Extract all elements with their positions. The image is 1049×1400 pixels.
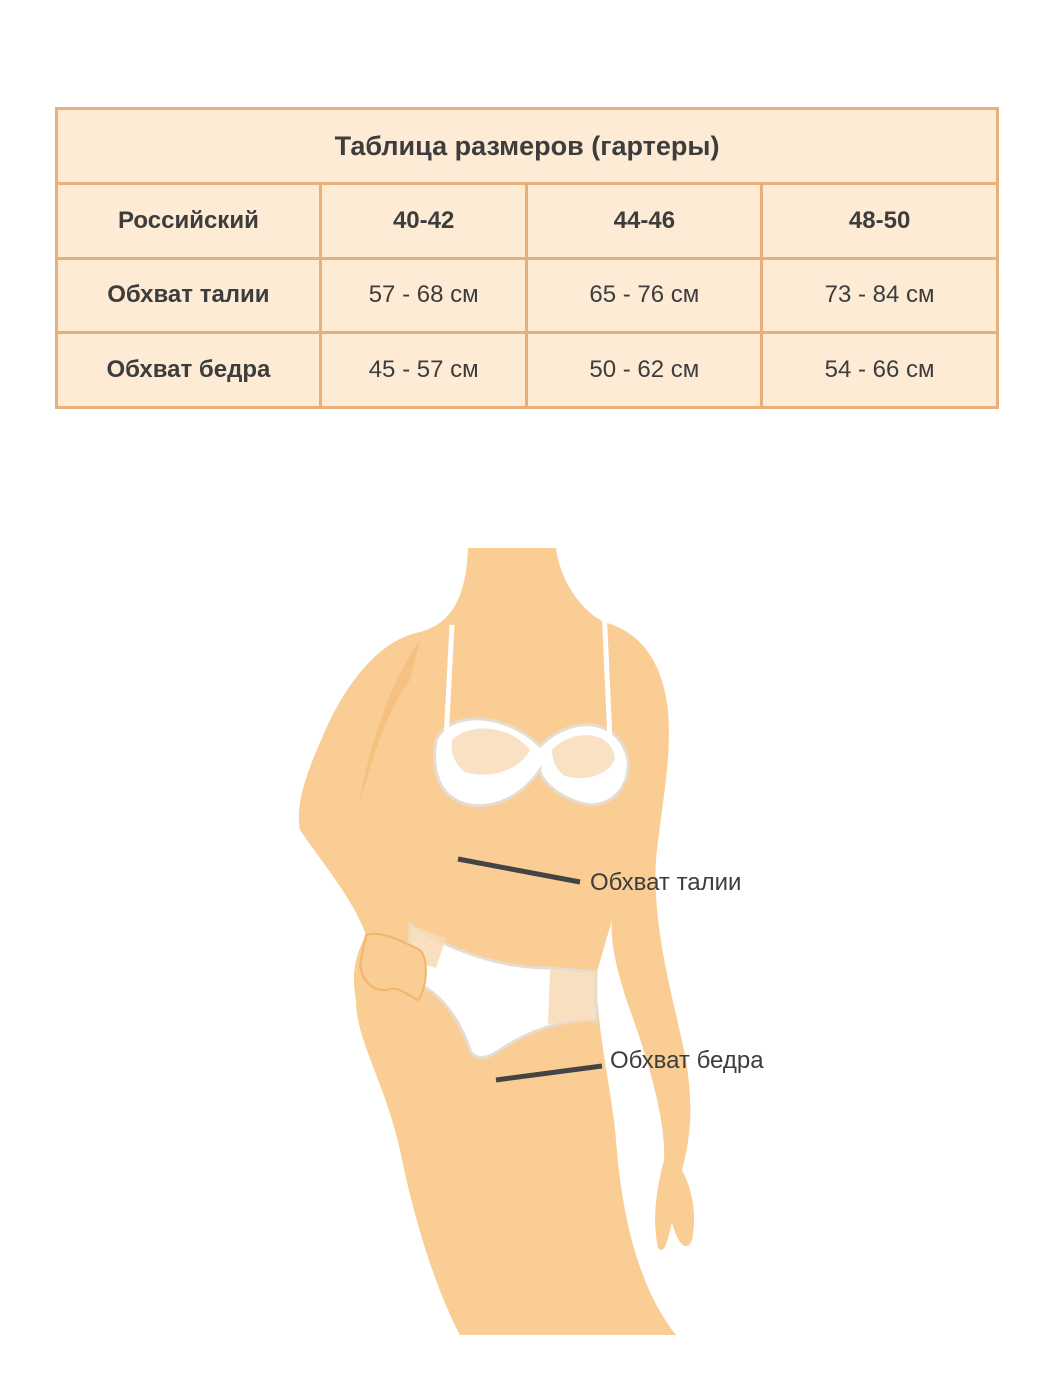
header-cell: Российский (57, 184, 321, 259)
row-label: Обхват талии (57, 258, 321, 333)
row-label: Обхват бедра (57, 333, 321, 408)
header-cell: 40-42 (320, 184, 527, 259)
header-cell: 44-46 (527, 184, 762, 259)
table-cell: 57 - 68 см (320, 258, 527, 333)
table-cell: 73 - 84 см (762, 258, 998, 333)
table-cell: 54 - 66 см (762, 333, 998, 408)
garter-right (548, 970, 596, 1024)
waist-label: Обхват талии (590, 869, 742, 896)
body-silhouette (299, 548, 694, 1335)
table-cell: 50 - 62 см (527, 333, 762, 408)
hip-label: Обхват бедра (610, 1047, 764, 1074)
table-cell: 65 - 76 см (527, 258, 762, 333)
table-title: Таблица размеров (гартеры) (57, 109, 998, 184)
table-cell: 45 - 57 см (320, 333, 527, 408)
header-cell: 48-50 (762, 184, 998, 259)
